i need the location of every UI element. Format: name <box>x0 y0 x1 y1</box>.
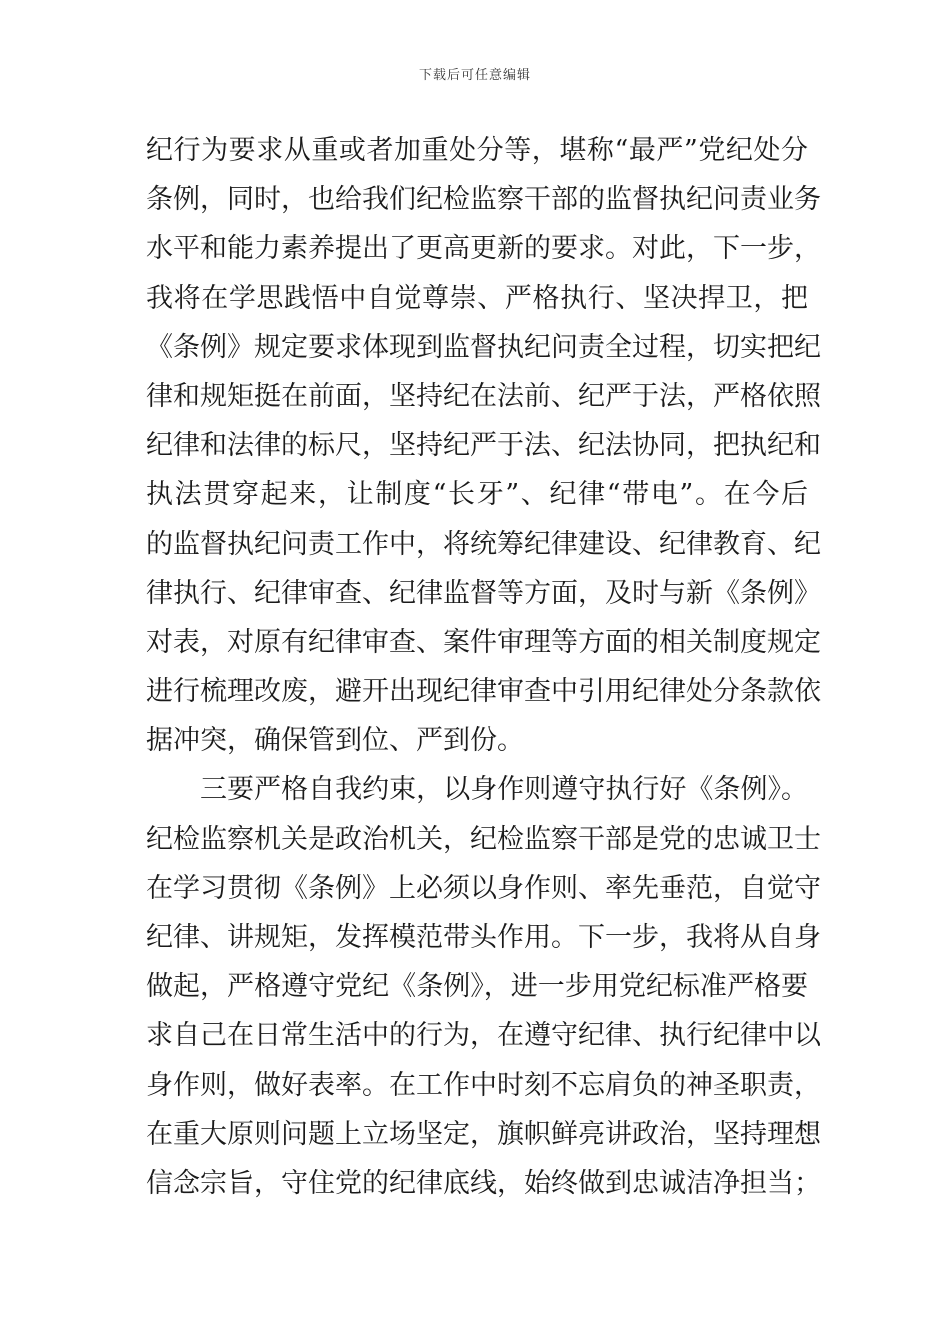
text-line: 信念宗旨，守住党的纪律底线，始终做到忠诚洁净担当； <box>146 1167 821 1199</box>
text-line: 在重大原则问题上立场坚定，旗帜鲜亮讲政治，坚持理想 <box>146 1118 821 1150</box>
text-line: 求自己在日常生活中的行为，在遵守纪律、执行纪律中以 <box>146 1020 821 1052</box>
text-line: 水平和能力素养提出了更高更新的要求。对此，下一步， <box>146 233 821 265</box>
text-line: 条例，同时，也给我们纪检监察干部的监督执纪问责业务 <box>146 184 821 216</box>
text-line: 身作则，做好表率。在工作中时刻不忘肩负的神圣职责， <box>146 1069 821 1101</box>
text-line: 对表，对原有纪律审查、案件审理等方面的相关制度规定 <box>146 626 821 658</box>
text-line: 做起，严格遵守党纪《条例》，进一步用党纪标准严格要 <box>146 971 808 1003</box>
text-line: 三要严格自我约束，以身作则遵守执行好《条例》。 <box>200 774 808 806</box>
text-line: 我将在学思践悟中自觉尊崇、严格执行、坚决捍卫，把 <box>146 282 808 314</box>
paragraph-1 <box>146 126 821 765</box>
text-line: 律执行、纪律审查、纪律监督等方面，及时与新《条例》 <box>146 577 821 609</box>
text-line: 的监督执纪问责工作中，将统筹纪律建设、纪律教育、纪 <box>146 528 821 560</box>
text-line: 律和规矩挺在前面，坚持纪在法前、纪严于法，严格依照 <box>146 380 821 412</box>
text-line: 《条例》规定要求体现到监督执纪问责全过程，切实把纪 <box>146 331 821 363</box>
text-line: 在学习贯彻《条例》上必须以身作则、率先垂范，自觉守 <box>146 872 821 904</box>
document-body <box>146 126 821 1208</box>
text-line: 进行梳理改废，避开出现纪律审查中引用纪律处分条款依 <box>146 676 821 708</box>
text-line: 纪律、讲规矩，发挥模范带头作用。下一步，我将从自身 <box>146 922 821 953</box>
paragraph-2 <box>146 765 821 1208</box>
text-line: 纪律和法律的标尺，坚持纪严于法、纪法协同，把执纪和 <box>146 430 821 462</box>
text-line: 纪检监察机关是政治机关，纪检监察干部是党的忠诚卫士 <box>146 823 821 855</box>
text-line: 纪行为要求从重或者加重处分等，堪称“最严”党纪处分 <box>146 135 808 166</box>
page-header: 下载后可任意编辑 <box>418 68 531 83</box>
text-line: 执法贯穿起来，让制度“长牙”、纪律“带电”。在今后 <box>146 479 808 511</box>
text-line: 据冲突，确保管到位、严到份。 <box>146 725 524 757</box>
